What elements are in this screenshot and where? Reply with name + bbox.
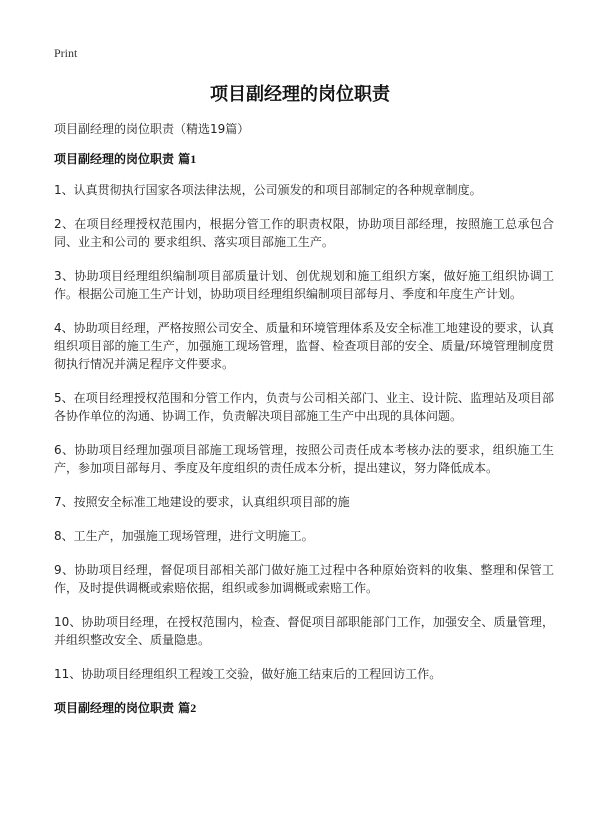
list-item: 2、在项目经理授权范围内，根据分管工作的职责权限，协助项目部经理，按照施工总承包合同、业主和公司的 要求组织、落实项目部施工生产。 [54, 217, 554, 249]
list-item: 11、协助项目经理组织工程竣工交验，做好施工结束后的工程回访工作。 [54, 667, 442, 681]
document-subtitle: 项目副经理的岗位职责（精选19篇） [54, 122, 250, 136]
list-item: 10、协助项目经理，在授权范围内，检查、督促项目部职能部门工作，加强安全、质量管理，并组织整改安全、质量隐患。 [54, 615, 554, 647]
list-item: 3、协助项目经理组织编制项目部质量计划、创优规划和施工组织方案，做好施工组织协调工作。根据公司施工生产计划，协助项目经理组织编制项目部每月、季度和年度生产计划。 [54, 269, 554, 301]
list-item: 9、协助项目经理，督促项目部相关部门做好施工过程中各种原始资料的收集、整理和保管工作，及时提供调概或索赔依据，组织或参加调概或索赔工作。 [54, 563, 554, 595]
page-title: 项目副经理的岗位职责 [210, 84, 390, 105]
document-body [54, 150, 554, 730]
list-item: 4、协助项目经理，严格按照公司安全、质量和环境管理体系及安全标准工地建设的要求，认真组织项目部的施工生产，加强施工现场管理，监督、检查项目部的安全、质量/环境管理制度贯彻执行情况并满足程序文件要求。 [54, 321, 554, 371]
list-item: 8、工生产，加强施工现场管理，进行文明施工。 [54, 529, 314, 543]
list-item: 5、在项目经理授权范围和分管工作内，负责与公司相关部门、业主、设计院、监理站及项目部各协作单位的沟通、协调工作，负责解决项目部施工生产中出现的具体问题。 [54, 391, 554, 423]
list-item: 7、按照安全标准工地建设的要求，认真组织项目部的施 [54, 495, 350, 509]
list-item: 6、协助项目经理加强项目部施工现场管理，按照公司责任成本考核办法的要求，组织施工生产，参加项目部每月、季度及年度组织的责任成本分析，提出建议，努力降低成本。 [54, 443, 554, 475]
print-link[interactable]: Print [54, 46, 78, 60]
section-heading-1: 项目副经理的岗位职责 篇1 [54, 152, 197, 166]
section-heading-2: 项目副经理的岗位职责 篇2 [54, 701, 197, 715]
list-item: 1、认真贯彻执行国家各项法律法规，公司颁发的和项目部制定的各种规章制度。 [54, 183, 482, 197]
